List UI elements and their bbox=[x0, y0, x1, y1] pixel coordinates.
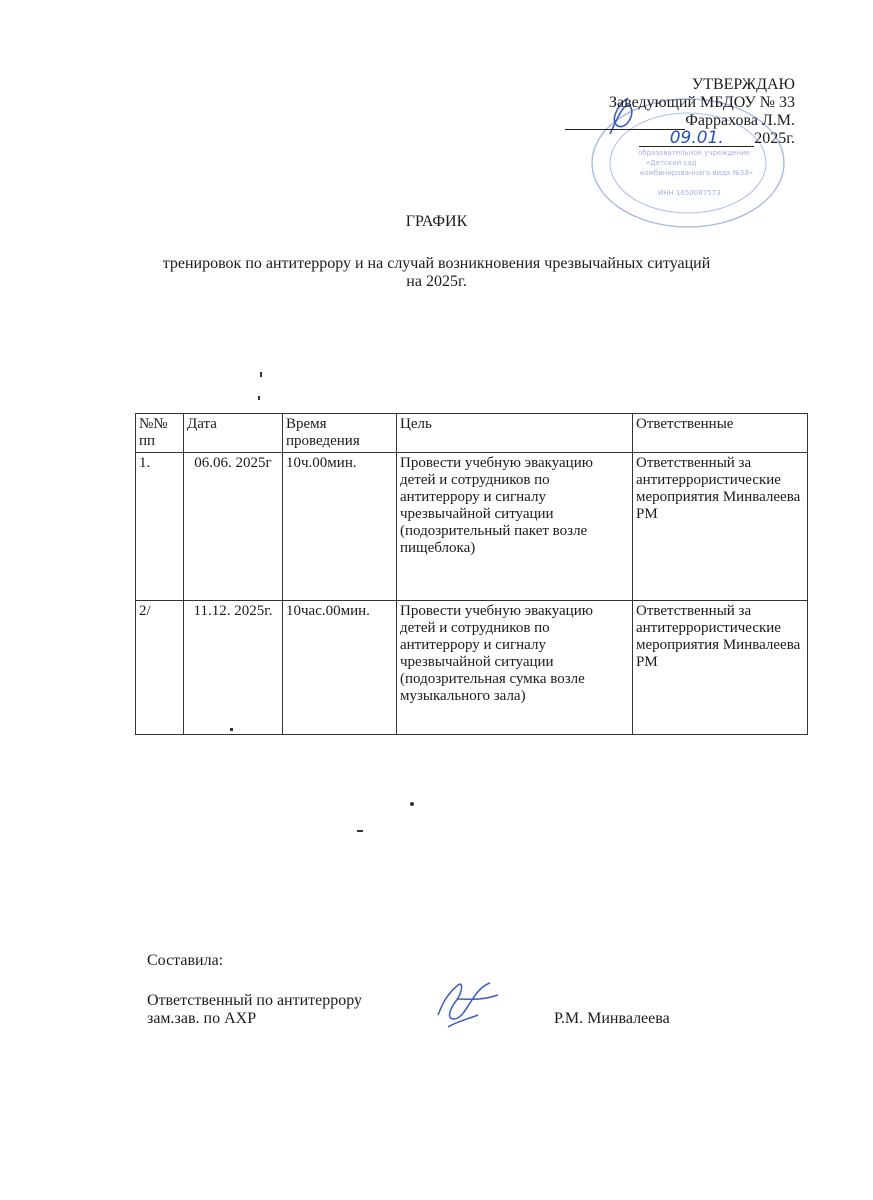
scan-speck bbox=[260, 372, 262, 377]
cell-num: 2/ bbox=[136, 601, 184, 735]
svg-text:образовательное учреждение: образовательное учреждение bbox=[638, 149, 751, 157]
cell-goal: Провести учебную эвакуацию детей и сотрудников по антитеррору и сигналу чрезвычайной ситуации (подозрительная сумка возле музыкального зала) bbox=[397, 601, 633, 735]
composer-signature bbox=[428, 975, 506, 1037]
header-goal: Цель bbox=[397, 414, 633, 453]
cell-responsible: Ответственный за антитеррористические мероприятия Минвалеева РМ bbox=[633, 601, 808, 735]
footer-role-line-1: Ответственный по антитеррору bbox=[147, 992, 363, 1009]
svg-text:«Детский сад: «Детский сад bbox=[646, 159, 697, 167]
approval-title: УТВЕРЖДАЮ bbox=[691, 76, 795, 93]
approval-year: 2025г. bbox=[754, 130, 795, 147]
composed-label: Составила: bbox=[147, 952, 224, 969]
footer-role bbox=[147, 992, 362, 1028]
svg-text:комбинированного вида №33»: комбинированного вида №33» bbox=[640, 169, 754, 177]
table-row bbox=[136, 453, 808, 601]
signature-line bbox=[565, 115, 685, 130]
document-subtitle bbox=[60, 255, 813, 291]
cell-num: 1. bbox=[136, 453, 184, 601]
cell-date: 11.12. 2025г. bbox=[184, 601, 283, 735]
scan-speck bbox=[258, 396, 260, 400]
subtitle-line-1: тренировок по антитеррору и на случай возникновения чрезвычайных ситуаций bbox=[162, 255, 711, 272]
cell-date: 06.06. 2025г bbox=[184, 453, 283, 601]
table-header-row bbox=[136, 414, 808, 453]
table-row bbox=[136, 601, 808, 735]
header-time: Время проведения bbox=[283, 414, 397, 453]
cell-time: 10ч.00мин. bbox=[283, 453, 397, 601]
subtitle-line-2: на 2025г. bbox=[406, 273, 467, 290]
document-title: ГРАФИК bbox=[405, 213, 468, 230]
approval-block bbox=[565, 76, 795, 148]
scan-speck bbox=[230, 728, 233, 731]
scan-speck bbox=[410, 802, 414, 806]
scan-speck bbox=[357, 830, 363, 832]
header-date: Дата bbox=[184, 414, 283, 453]
header-responsible: Ответственные bbox=[633, 414, 808, 453]
header-num: №№ пп bbox=[136, 414, 184, 453]
approval-date bbox=[565, 130, 795, 148]
footer-role-line-2: зам.зав. по АХР bbox=[147, 1010, 257, 1027]
approval-position: Заведующий МБДОУ № 33 bbox=[609, 94, 795, 111]
cell-responsible: Ответственный за антитеррористические мероприятия Минвалеева РМ bbox=[633, 453, 808, 601]
cell-time: 10час.00мин. bbox=[283, 601, 397, 735]
svg-text:ИНН 1650087573: ИНН 1650087573 bbox=[658, 189, 721, 197]
cell-goal: Провести учебную эвакуацию детей и сотрудников по антитеррору и сигналу чрезвычайной ситуации (подозрительный пакет возле пищеблока) bbox=[397, 453, 633, 601]
approval-name: Фаррахова Л.М. bbox=[685, 112, 795, 129]
schedule-table bbox=[135, 413, 808, 735]
footer-name: Р.М. Минвалеева bbox=[554, 1010, 670, 1027]
approval-date-handwritten: 09.01. bbox=[639, 130, 754, 147]
